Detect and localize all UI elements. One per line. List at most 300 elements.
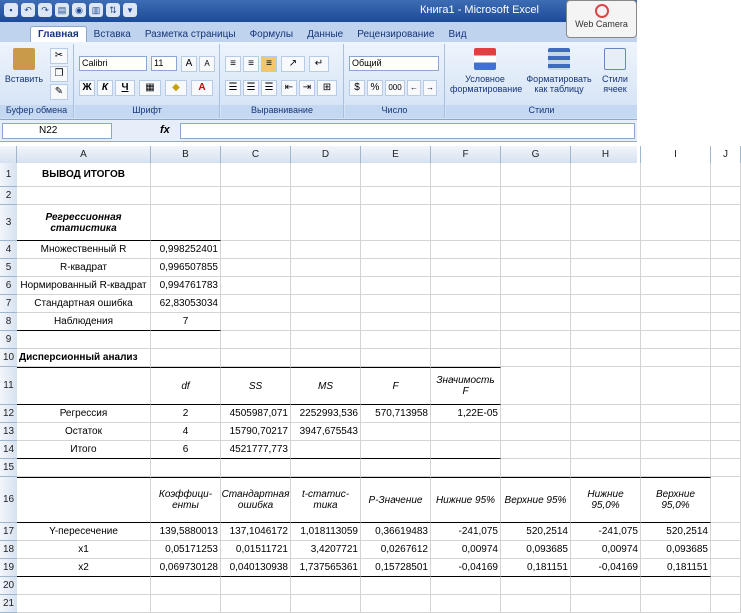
conditional-formatting-button[interactable]: [450, 48, 523, 94]
cell-c19[interactable]: 0,040130938: [221, 559, 291, 577]
align-bottom-icon[interactable]: ≡: [261, 56, 277, 72]
cell-i2[interactable]: [641, 187, 711, 205]
cell-e6[interactable]: [361, 277, 431, 295]
cell-f12[interactable]: 1,22E-05: [431, 405, 501, 423]
tab-page-layout[interactable]: Разметка страницы: [144, 29, 236, 40]
cell-e5[interactable]: [361, 259, 431, 277]
cell-j3[interactable]: [711, 205, 741, 241]
cell-j9[interactable]: [711, 331, 741, 349]
cell-i21[interactable]: [641, 595, 711, 613]
cell-i20[interactable]: [641, 577, 711, 595]
cell-b19[interactable]: 0,069730128: [151, 559, 221, 577]
cell-b20[interactable]: [151, 577, 221, 595]
tab-view[interactable]: Вид: [448, 29, 467, 40]
row-header-16[interactable]: 16: [0, 477, 17, 523]
tab-formulas[interactable]: Формулы: [249, 29, 294, 40]
cell-g9[interactable]: [501, 331, 571, 349]
tab-review[interactable]: Рецензирование: [357, 29, 435, 40]
cell-c10[interactable]: [221, 349, 291, 367]
cell-i10[interactable]: [641, 349, 711, 367]
cell-i3[interactable]: [641, 205, 711, 241]
thousands-button[interactable]: 000: [385, 80, 405, 96]
column-header-a[interactable]: A: [17, 146, 151, 163]
cell-c4[interactable]: [221, 241, 291, 259]
cell-c9[interactable]: [221, 331, 291, 349]
cell-f20[interactable]: [431, 577, 501, 595]
cell-b21[interactable]: [151, 595, 221, 613]
cell-b5[interactable]: 0,996507855: [151, 259, 221, 277]
tab-insert[interactable]: Вставка: [93, 29, 131, 40]
cell-b18[interactable]: 0,05171253: [151, 541, 221, 559]
cell-g1[interactable]: [501, 163, 571, 187]
cell-f17[interactable]: -241,075: [431, 523, 501, 541]
cell-f18[interactable]: 0,00974: [431, 541, 501, 559]
cell-b15[interactable]: [151, 459, 221, 477]
grow-font-icon[interactable]: A: [181, 56, 197, 72]
cell-i1[interactable]: [641, 163, 711, 187]
cell-a13[interactable]: Остаток: [17, 423, 151, 441]
align-middle-icon[interactable]: ≡: [243, 56, 259, 72]
decrease-decimal-icon[interactable]: →: [423, 80, 437, 96]
cell-c20[interactable]: [221, 577, 291, 595]
row-header-10[interactable]: 10: [0, 349, 17, 367]
number-format-select[interactable]: Общий: [349, 56, 439, 71]
conditional-formatting-icon: [474, 48, 496, 70]
cell-e2[interactable]: [361, 187, 431, 205]
cell-h13[interactable]: [571, 423, 641, 441]
row-header-21[interactable]: 21: [0, 595, 17, 613]
cell-b12[interactable]: 2: [151, 405, 221, 423]
cell-e8[interactable]: [361, 313, 431, 331]
column-header-b[interactable]: B: [151, 146, 221, 163]
column-header-h[interactable]: H: [571, 146, 641, 163]
tab-data[interactable]: Данные: [307, 29, 344, 40]
row-header-11[interactable]: 11: [0, 367, 17, 405]
cell-g21[interactable]: [501, 595, 571, 613]
cell-b11[interactable]: df: [151, 367, 221, 405]
cell-h10[interactable]: [571, 349, 641, 367]
cell-d3[interactable]: [291, 205, 361, 241]
copy-icon[interactable]: ❐: [50, 66, 68, 82]
paste-button[interactable]: [4, 48, 44, 84]
cell-g17[interactable]: 520,2514: [501, 523, 571, 541]
cell-a15[interactable]: [17, 459, 151, 477]
cell-a16[interactable]: [17, 477, 151, 523]
align-center-icon[interactable]: ☰: [243, 80, 259, 96]
cell-b16[interactable]: Коэффици-енты: [151, 477, 221, 523]
office-button[interactable]: [0, 22, 30, 42]
cell-g15[interactable]: [501, 459, 571, 477]
cell-i7[interactable]: [641, 295, 711, 313]
cell-j2[interactable]: [711, 187, 741, 205]
cell-i13[interactable]: [641, 423, 711, 441]
cell-j10[interactable]: [711, 349, 741, 367]
cell-h5[interactable]: [571, 259, 641, 277]
cell-a11[interactable]: [17, 367, 151, 405]
cell-c6[interactable]: [221, 277, 291, 295]
cell-c2[interactable]: [221, 187, 291, 205]
select-all-corner[interactable]: [0, 146, 17, 163]
row-header-12[interactable]: 12: [0, 405, 17, 423]
cell-g8[interactable]: [501, 313, 571, 331]
cell-g11[interactable]: [501, 367, 571, 405]
cell-d19[interactable]: 1,737565361: [291, 559, 361, 577]
cell-h8[interactable]: [571, 313, 641, 331]
cell-h7[interactable]: [571, 295, 641, 313]
cell-d2[interactable]: [291, 187, 361, 205]
row-header-7[interactable]: 7: [0, 295, 17, 313]
orientation-icon[interactable]: ↗: [281, 56, 305, 72]
chart-icon[interactable]: ▥: [89, 3, 103, 17]
cell-i5[interactable]: [641, 259, 711, 277]
cell-j1[interactable]: [711, 163, 741, 187]
cell-b9[interactable]: [151, 331, 221, 349]
italic-button[interactable]: К: [97, 80, 113, 96]
cell-i4[interactable]: [641, 241, 711, 259]
cell-c14[interactable]: 4521777,773: [221, 441, 291, 459]
cell-c5[interactable]: [221, 259, 291, 277]
cell-h4[interactable]: [571, 241, 641, 259]
cell-a2[interactable]: [17, 187, 151, 205]
cell-e17[interactable]: 0,36619483: [361, 523, 431, 541]
row-header-4[interactable]: 4: [0, 241, 17, 259]
column-header-f[interactable]: F: [431, 146, 501, 163]
cell-f6[interactable]: [431, 277, 501, 295]
cell-styles-button[interactable]: [596, 48, 634, 94]
cell-e14[interactable]: [361, 441, 431, 459]
row-header-1[interactable]: 1: [0, 163, 17, 187]
column-header-c[interactable]: C: [221, 146, 291, 163]
cell-a9[interactable]: [17, 331, 151, 349]
cell-e1[interactable]: [361, 163, 431, 187]
increase-indent-icon[interactable]: ⇥: [299, 80, 315, 96]
cell-i19[interactable]: 0,181151: [641, 559, 711, 577]
cell-f8[interactable]: [431, 313, 501, 331]
cell-c15[interactable]: [221, 459, 291, 477]
bold-button[interactable]: Ж: [79, 80, 95, 96]
cell-g2[interactable]: [501, 187, 571, 205]
cell-f14[interactable]: [431, 441, 501, 459]
cell-f16[interactable]: Нижние 95%: [431, 477, 501, 523]
cell-j5[interactable]: [711, 259, 741, 277]
cell-a18[interactable]: x1: [17, 541, 151, 559]
row-header-6[interactable]: 6: [0, 277, 17, 295]
cell-e20[interactable]: [361, 577, 431, 595]
cell-b1[interactable]: [151, 163, 221, 187]
cell-d18[interactable]: 3,4207721: [291, 541, 361, 559]
cell-a3[interactable]: Регрессионная статистика: [17, 205, 151, 241]
cell-i9[interactable]: [641, 331, 711, 349]
cell-e10[interactable]: [361, 349, 431, 367]
cell-f2[interactable]: [431, 187, 501, 205]
cell-h11[interactable]: [571, 367, 641, 405]
cell-g19[interactable]: 0,181151: [501, 559, 571, 577]
row-header-15[interactable]: 15: [0, 459, 17, 477]
cell-h19[interactable]: -0,04169: [571, 559, 641, 577]
cell-f5[interactable]: [431, 259, 501, 277]
cell-h12[interactable]: [571, 405, 641, 423]
cell-b17[interactable]: 139,5880013: [151, 523, 221, 541]
cell-g14[interactable]: [501, 441, 571, 459]
cell-f9[interactable]: [431, 331, 501, 349]
row-header-19[interactable]: 19: [0, 559, 17, 577]
cell-i8[interactable]: [641, 313, 711, 331]
cell-c7[interactable]: [221, 295, 291, 313]
cell-h9[interactable]: [571, 331, 641, 349]
merge-cells-icon[interactable]: ⊞: [317, 80, 337, 96]
cell-j11[interactable]: [711, 367, 741, 405]
row-header-17[interactable]: 17: [0, 523, 17, 541]
cell-c11[interactable]: SS: [221, 367, 291, 405]
cell-e16[interactable]: P-Значение: [361, 477, 431, 523]
row-header-5[interactable]: 5: [0, 259, 17, 277]
cell-j12[interactable]: [711, 405, 741, 423]
cell-i17[interactable]: 520,2514: [641, 523, 711, 541]
cell-j14[interactable]: [711, 441, 741, 459]
row-header-13[interactable]: 13: [0, 423, 17, 441]
cell-g10[interactable]: [501, 349, 571, 367]
cell-g18[interactable]: 0,093685: [501, 541, 571, 559]
cell-b8[interactable]: 7: [151, 313, 221, 331]
cell-c13[interactable]: 15790,70217: [221, 423, 291, 441]
cell-d14[interactable]: [291, 441, 361, 459]
column-header-j[interactable]: J: [711, 146, 741, 163]
table-row: [17, 441, 637, 459]
row-header-3[interactable]: 3: [0, 205, 17, 241]
cell-b3[interactable]: [151, 205, 221, 241]
cell-h17[interactable]: -241,075: [571, 523, 641, 541]
cell-d9[interactable]: [291, 331, 361, 349]
cell-h3[interactable]: [571, 205, 641, 241]
cell-g6[interactable]: [501, 277, 571, 295]
alignment-group-label: Выравнивание: [221, 105, 343, 118]
row-header-8[interactable]: 8: [0, 313, 17, 331]
undo-icon[interactable]: ↶: [21, 3, 35, 17]
cell-a6[interactable]: Нормированный R-квадрат: [17, 277, 151, 295]
cell-b2[interactable]: [151, 187, 221, 205]
cell-f1[interactable]: [431, 163, 501, 187]
align-left-icon[interactable]: ☰: [225, 80, 241, 96]
shrink-font-icon[interactable]: A: [199, 56, 215, 72]
cell-f4[interactable]: [431, 241, 501, 259]
cell-j21[interactable]: [711, 595, 741, 613]
formula-input[interactable]: [180, 123, 635, 139]
cell-h20[interactable]: [571, 577, 641, 595]
cell-e21[interactable]: [361, 595, 431, 613]
row-header-20[interactable]: 20: [0, 577, 17, 595]
decrease-indent-icon[interactable]: ⇤: [281, 80, 297, 96]
cell-g12[interactable]: [501, 405, 571, 423]
format-as-table-button[interactable]: [526, 48, 592, 94]
webcam-widget[interactable]: [566, 0, 637, 38]
cell-j13[interactable]: [711, 423, 741, 441]
row-header-9[interactable]: 9: [0, 331, 17, 349]
sort-icon[interactable]: ⇅: [106, 3, 120, 17]
cell-f21[interactable]: [431, 595, 501, 613]
cell-c21[interactable]: [221, 595, 291, 613]
cell-c12[interactable]: 4505987,071: [221, 405, 291, 423]
cell-e15[interactable]: [361, 459, 431, 477]
cell-b13[interactable]: 4: [151, 423, 221, 441]
cell-g3[interactable]: [501, 205, 571, 241]
cell-e18[interactable]: 0,0267612: [361, 541, 431, 559]
cell-h15[interactable]: [571, 459, 641, 477]
cell-h18[interactable]: 0,00974: [571, 541, 641, 559]
redo-icon[interactable]: ↷: [38, 3, 52, 17]
cell-h2[interactable]: [571, 187, 641, 205]
cell-f19[interactable]: -0,04169: [431, 559, 501, 577]
cell-a5[interactable]: R-квадрат: [17, 259, 151, 277]
customize-icon[interactable]: ▾: [123, 3, 137, 17]
align-right-icon[interactable]: ☰: [261, 80, 277, 96]
cell-f15[interactable]: [431, 459, 501, 477]
cell-a21[interactable]: [17, 595, 151, 613]
cell-d7[interactable]: [291, 295, 361, 313]
column-header-d[interactable]: D: [291, 146, 361, 163]
cut-icon[interactable]: ✂: [50, 48, 68, 64]
cell-c16[interactable]: Стандартная ошибка: [221, 477, 291, 523]
font-group: [75, 44, 220, 118]
cell-f3[interactable]: [431, 205, 501, 241]
cell-e7[interactable]: [361, 295, 431, 313]
wrap-text-icon[interactable]: ↵: [309, 56, 329, 72]
cell-i14[interactable]: [641, 441, 711, 459]
cell-h21[interactable]: [571, 595, 641, 613]
cell-j20[interactable]: [711, 577, 741, 595]
save-icon[interactable]: ▪: [4, 3, 18, 17]
preview-icon[interactable]: ◉: [72, 3, 86, 17]
cell-i15[interactable]: [641, 459, 711, 477]
cell-d16[interactable]: t-статис-тика: [291, 477, 361, 523]
cell-e12[interactable]: 570,713958: [361, 405, 431, 423]
cell-j19[interactable]: [711, 559, 741, 577]
cell-a10[interactable]: Дисперсионный анализ: [17, 349, 151, 367]
cell-i12[interactable]: [641, 405, 711, 423]
cell-h1[interactable]: [571, 163, 641, 187]
cell-f11[interactable]: Значимость F: [431, 367, 501, 405]
cell-d21[interactable]: [291, 595, 361, 613]
cell-g4[interactable]: [501, 241, 571, 259]
cell-a8[interactable]: Наблюдения: [17, 313, 151, 331]
fx-icon[interactable]: fx: [160, 124, 170, 136]
column-header-e[interactable]: E: [361, 146, 431, 163]
cell-i16[interactable]: Верхние 95,0%: [641, 477, 711, 523]
tab-home[interactable]: Главная: [30, 26, 87, 42]
cell-d1[interactable]: [291, 163, 361, 187]
cell-c3[interactable]: [221, 205, 291, 241]
cell-j16[interactable]: [711, 477, 741, 523]
format-painter-icon[interactable]: ✎: [50, 84, 68, 100]
cell-c18[interactable]: 0,01511721: [221, 541, 291, 559]
cell-f10[interactable]: [431, 349, 501, 367]
cell-c1[interactable]: [221, 163, 291, 187]
cell-b7[interactable]: 62,83053034: [151, 295, 221, 313]
cell-i18[interactable]: 0,093685: [641, 541, 711, 559]
percent-button[interactable]: %: [367, 80, 383, 96]
cell-a20[interactable]: [17, 577, 151, 595]
cell-b6[interactable]: 0,994761783: [151, 277, 221, 295]
cell-a1[interactable]: ВЫВОД ИТОГОВ: [17, 163, 151, 187]
cell-e3[interactable]: [361, 205, 431, 241]
cell-c8[interactable]: [221, 313, 291, 331]
cell-f13[interactable]: [431, 423, 501, 441]
row-header-2[interactable]: 2: [0, 187, 17, 205]
increase-decimal-icon[interactable]: ←: [407, 80, 421, 96]
cell-b10[interactable]: [151, 349, 221, 367]
cell-d17[interactable]: 1,018113059: [291, 523, 361, 541]
cell-d5[interactable]: [291, 259, 361, 277]
cell-a14[interactable]: Итого: [17, 441, 151, 459]
column-header-g[interactable]: G: [501, 146, 571, 163]
cell-d10[interactable]: [291, 349, 361, 367]
cell-g20[interactable]: [501, 577, 571, 595]
cell-d13[interactable]: 3947,675543: [291, 423, 361, 441]
cell-g16[interactable]: Верхние 95%: [501, 477, 571, 523]
cell-i11[interactable]: [641, 367, 711, 405]
cell-a7[interactable]: Стандартная ошибка: [17, 295, 151, 313]
cell-d8[interactable]: [291, 313, 361, 331]
cell-e4[interactable]: [361, 241, 431, 259]
cell-j17[interactable]: [711, 523, 741, 541]
cell-g13[interactable]: [501, 423, 571, 441]
cell-g5[interactable]: [501, 259, 571, 277]
cell-j7[interactable]: [711, 295, 741, 313]
cell-j8[interactable]: [711, 313, 741, 331]
cell-f7[interactable]: [431, 295, 501, 313]
font-color-icon[interactable]: A: [191, 80, 213, 96]
cell-d12[interactable]: 2252993,536: [291, 405, 361, 423]
row-header-18[interactable]: 18: [0, 541, 17, 559]
cell-j18[interactable]: [711, 541, 741, 559]
cell-a4[interactable]: Множественный R: [17, 241, 151, 259]
cell-d20[interactable]: [291, 577, 361, 595]
align-top-icon[interactable]: ≡: [225, 56, 241, 72]
name-box[interactable]: N22: [2, 123, 112, 139]
cell-d4[interactable]: [291, 241, 361, 259]
print-icon[interactable]: ▤: [55, 3, 69, 17]
cell-h16[interactable]: Нижние 95,0%: [571, 477, 641, 523]
cell-a19[interactable]: x2: [17, 559, 151, 577]
cell-j6[interactable]: [711, 277, 741, 295]
cell-a12[interactable]: Регрессия: [17, 405, 151, 423]
fill-color-icon[interactable]: ◆: [165, 80, 187, 96]
cell-e9[interactable]: [361, 331, 431, 349]
font-name-select[interactable]: Calibri: [79, 56, 147, 71]
cell-h6[interactable]: [571, 277, 641, 295]
cell-e19[interactable]: 0,15728501: [361, 559, 431, 577]
cell-c17[interactable]: 137,1046172: [221, 523, 291, 541]
column-header-i[interactable]: I: [641, 146, 711, 163]
row-header-14[interactable]: 14: [0, 441, 17, 459]
cell-j4[interactable]: [711, 241, 741, 259]
cell-b4[interactable]: 0,998252401: [151, 241, 221, 259]
cell-j15[interactable]: [711, 459, 741, 477]
cell-e11[interactable]: F: [361, 367, 431, 405]
cell-g7[interactable]: [501, 295, 571, 313]
cell-a17[interactable]: Y-пересечение: [17, 523, 151, 541]
cell-h14[interactable]: [571, 441, 641, 459]
font-size-select[interactable]: 11: [151, 56, 177, 71]
underline-button[interactable]: Ч: [115, 80, 135, 96]
borders-icon[interactable]: ▦: [139, 80, 161, 96]
cell-i6[interactable]: [641, 277, 711, 295]
cell-d6[interactable]: [291, 277, 361, 295]
currency-icon[interactable]: $: [349, 80, 365, 96]
cell-d11[interactable]: MS: [291, 367, 361, 405]
cell-e13[interactable]: [361, 423, 431, 441]
cell-d15[interactable]: [291, 459, 361, 477]
cell-b14[interactable]: 6: [151, 441, 221, 459]
